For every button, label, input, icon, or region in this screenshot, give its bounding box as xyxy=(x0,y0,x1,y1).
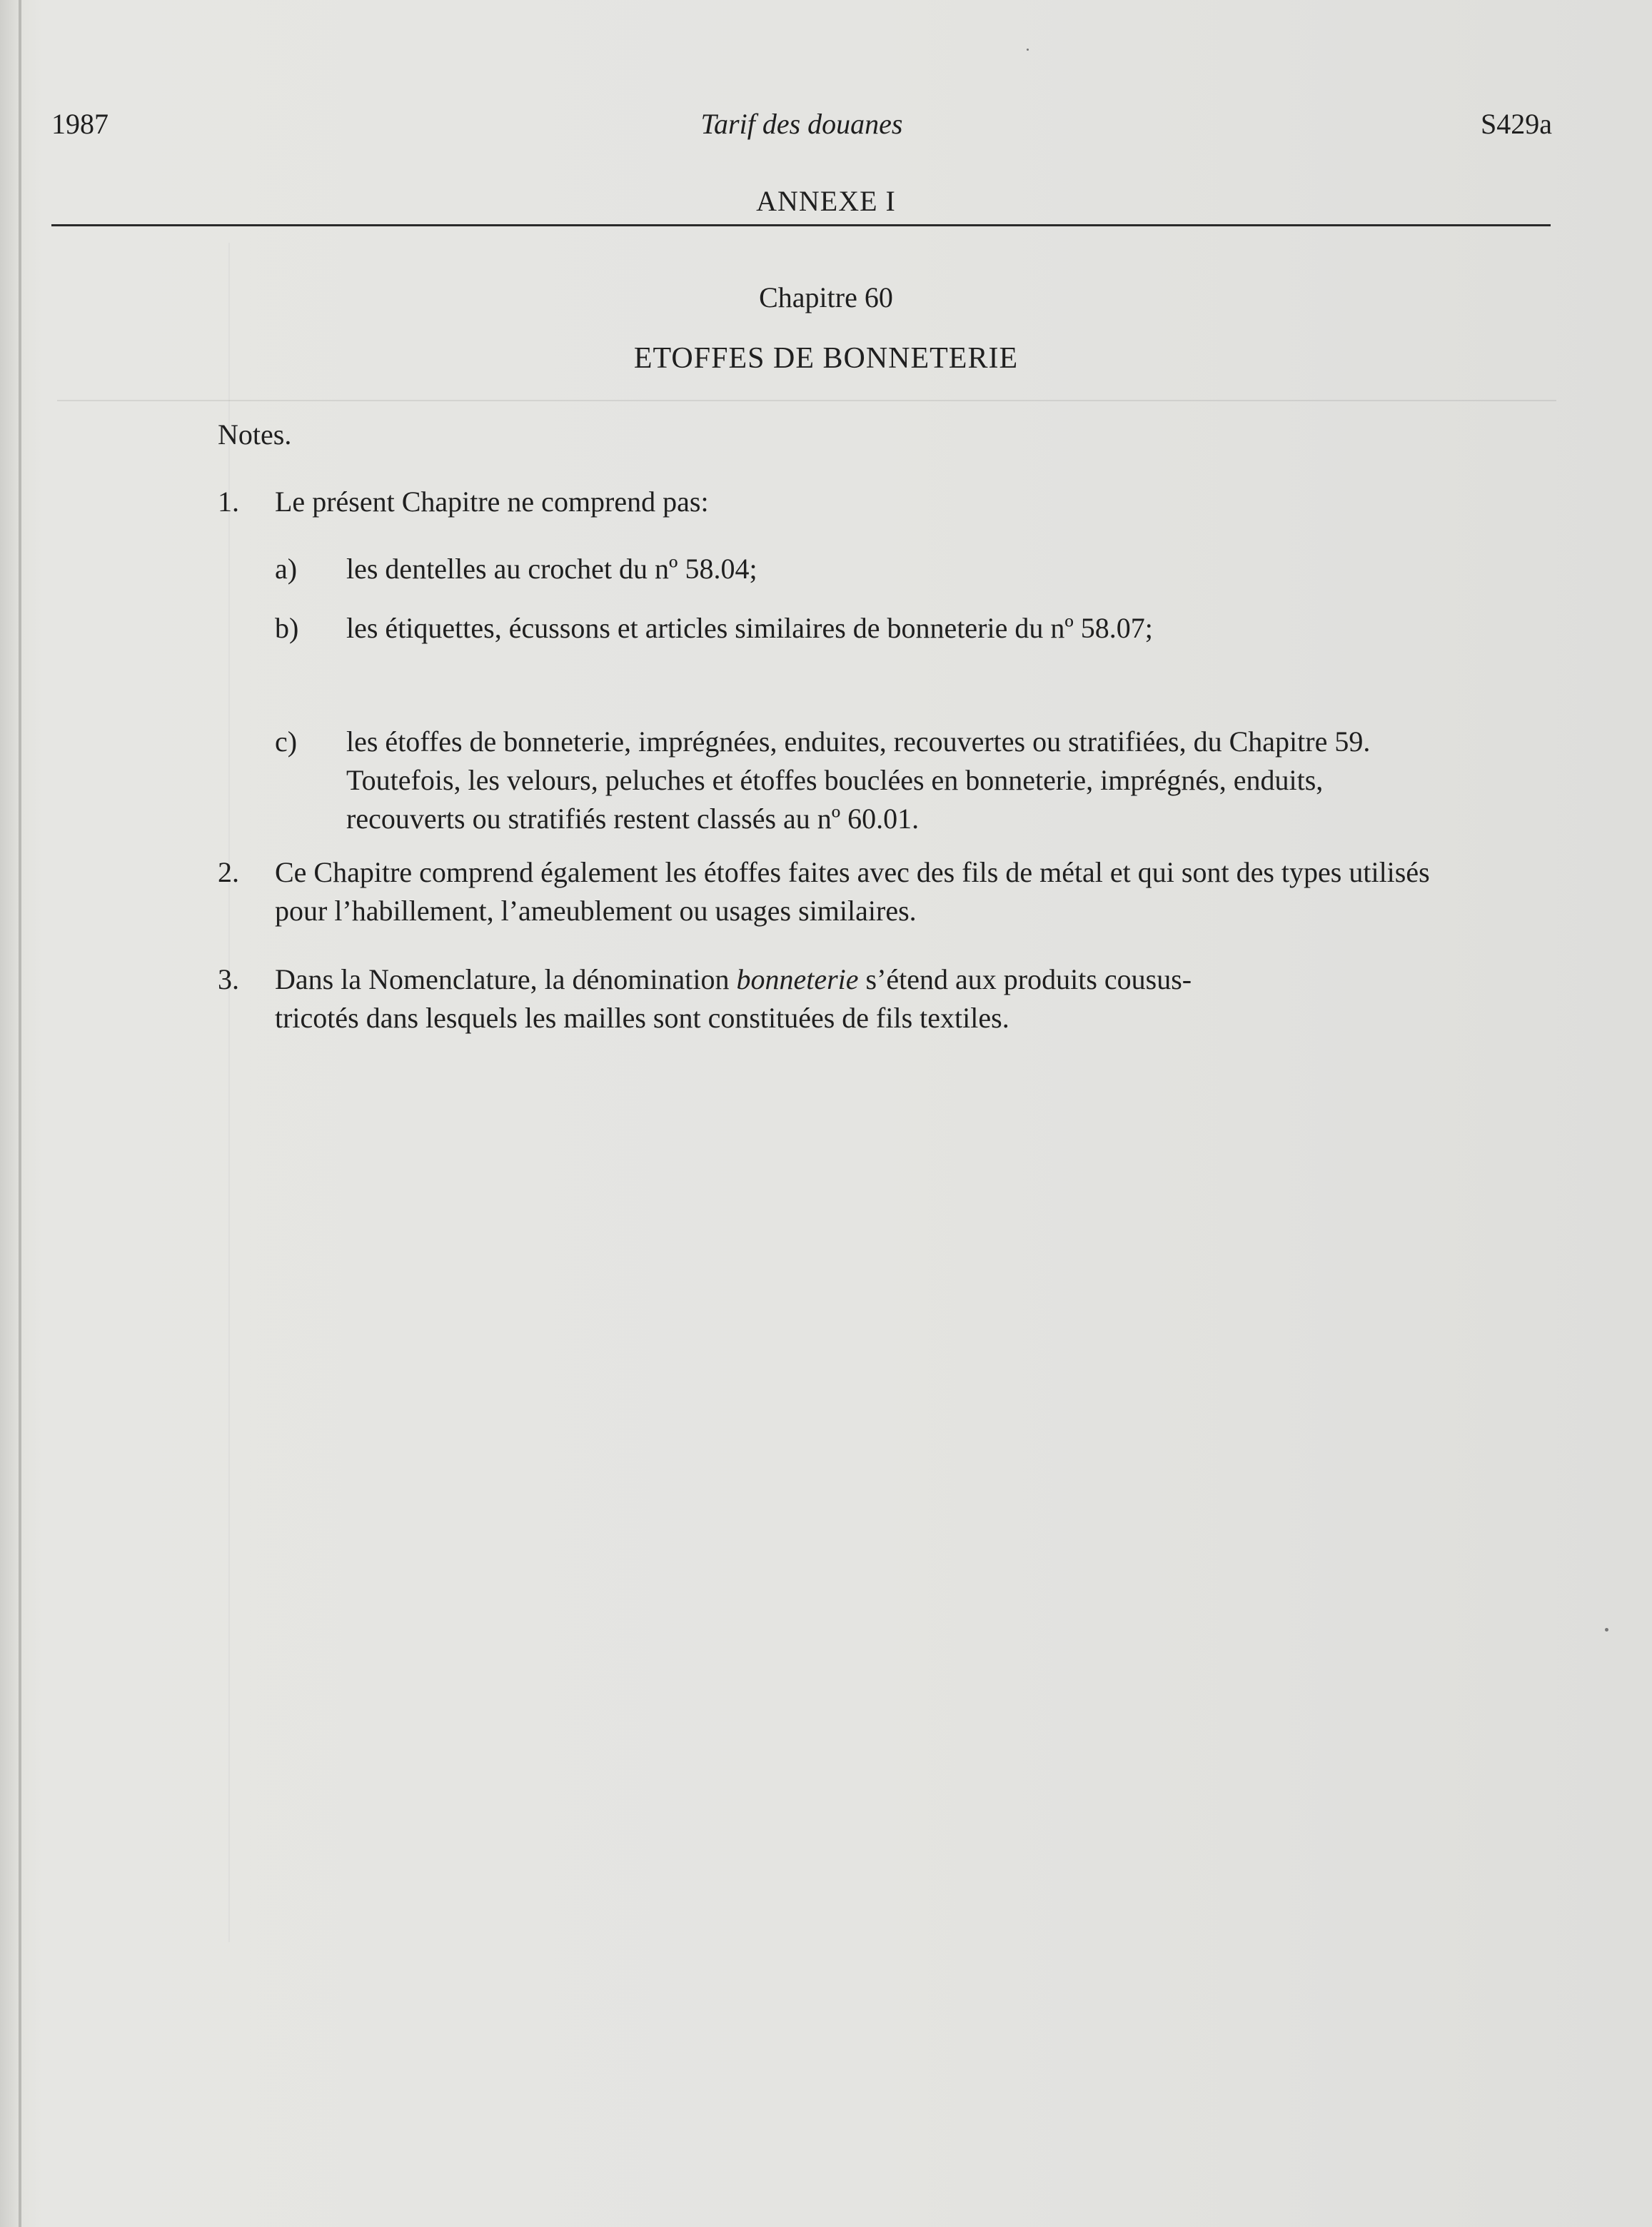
note-text xyxy=(275,960,1232,1037)
page-edge-shadow xyxy=(19,0,21,2227)
header-divider xyxy=(51,224,1551,226)
annex-title: ANNEXE I xyxy=(756,185,896,217)
note-text-emphasis: bonneterie xyxy=(736,963,859,995)
sub-label: c) xyxy=(275,725,298,758)
chapter-title: ETOFFES DE BONNETERIE xyxy=(633,342,1019,375)
sub-label: a) xyxy=(275,553,298,585)
notes-heading: Notes. xyxy=(218,418,292,451)
sub-text: les dentelles au crochet du nº 58.04; xyxy=(346,553,757,585)
sub-text: les étoffes de bonneterie, imprégnées, enduites, recouvertes ou stratifiées, du Chapitre 59. Toutefois, les velours, peluches et étoffes bouclées en bonneterie, imprégnés, enduits, recouverts ou stratifiés restent classés au nº 60.01. xyxy=(346,725,1371,835)
bleed-through-column-1 xyxy=(43,243,230,1942)
note-number: 3. xyxy=(218,963,239,995)
sub-text: les étiquettes, écussons et articles similaires de bonneterie du nº 58.07; xyxy=(346,612,1153,644)
chapter-label: Chapitre 60 xyxy=(759,281,893,313)
note-text-after: s’étend aux produits cousus-tricotés dans lesquels les mailles sont constituées de fils textiles. xyxy=(275,963,1192,1034)
note-number: 1. xyxy=(218,486,239,518)
bleed-through-rule xyxy=(57,400,1556,401)
sub-label: b) xyxy=(275,612,299,644)
note-text: Ce Chapitre comprend également les étoffes faites avec des fils de métal et qui sont des types utilisés pour l’habillement, l’ameublement ou usages similaires. xyxy=(275,856,1430,927)
header-title: Tarif des douanes xyxy=(700,108,903,140)
paper-speck xyxy=(1605,1628,1608,1632)
note-text-before: Dans la Nomenclature, la dénomination xyxy=(275,963,737,995)
running-header xyxy=(51,107,1552,150)
paper-speck xyxy=(1027,49,1029,51)
note-number: 2. xyxy=(218,856,239,888)
header-year: 1987 xyxy=(51,108,109,140)
note-text: Le présent Chapitre ne comprend pas: xyxy=(275,486,709,518)
header-page-code: S429a xyxy=(1481,108,1552,140)
